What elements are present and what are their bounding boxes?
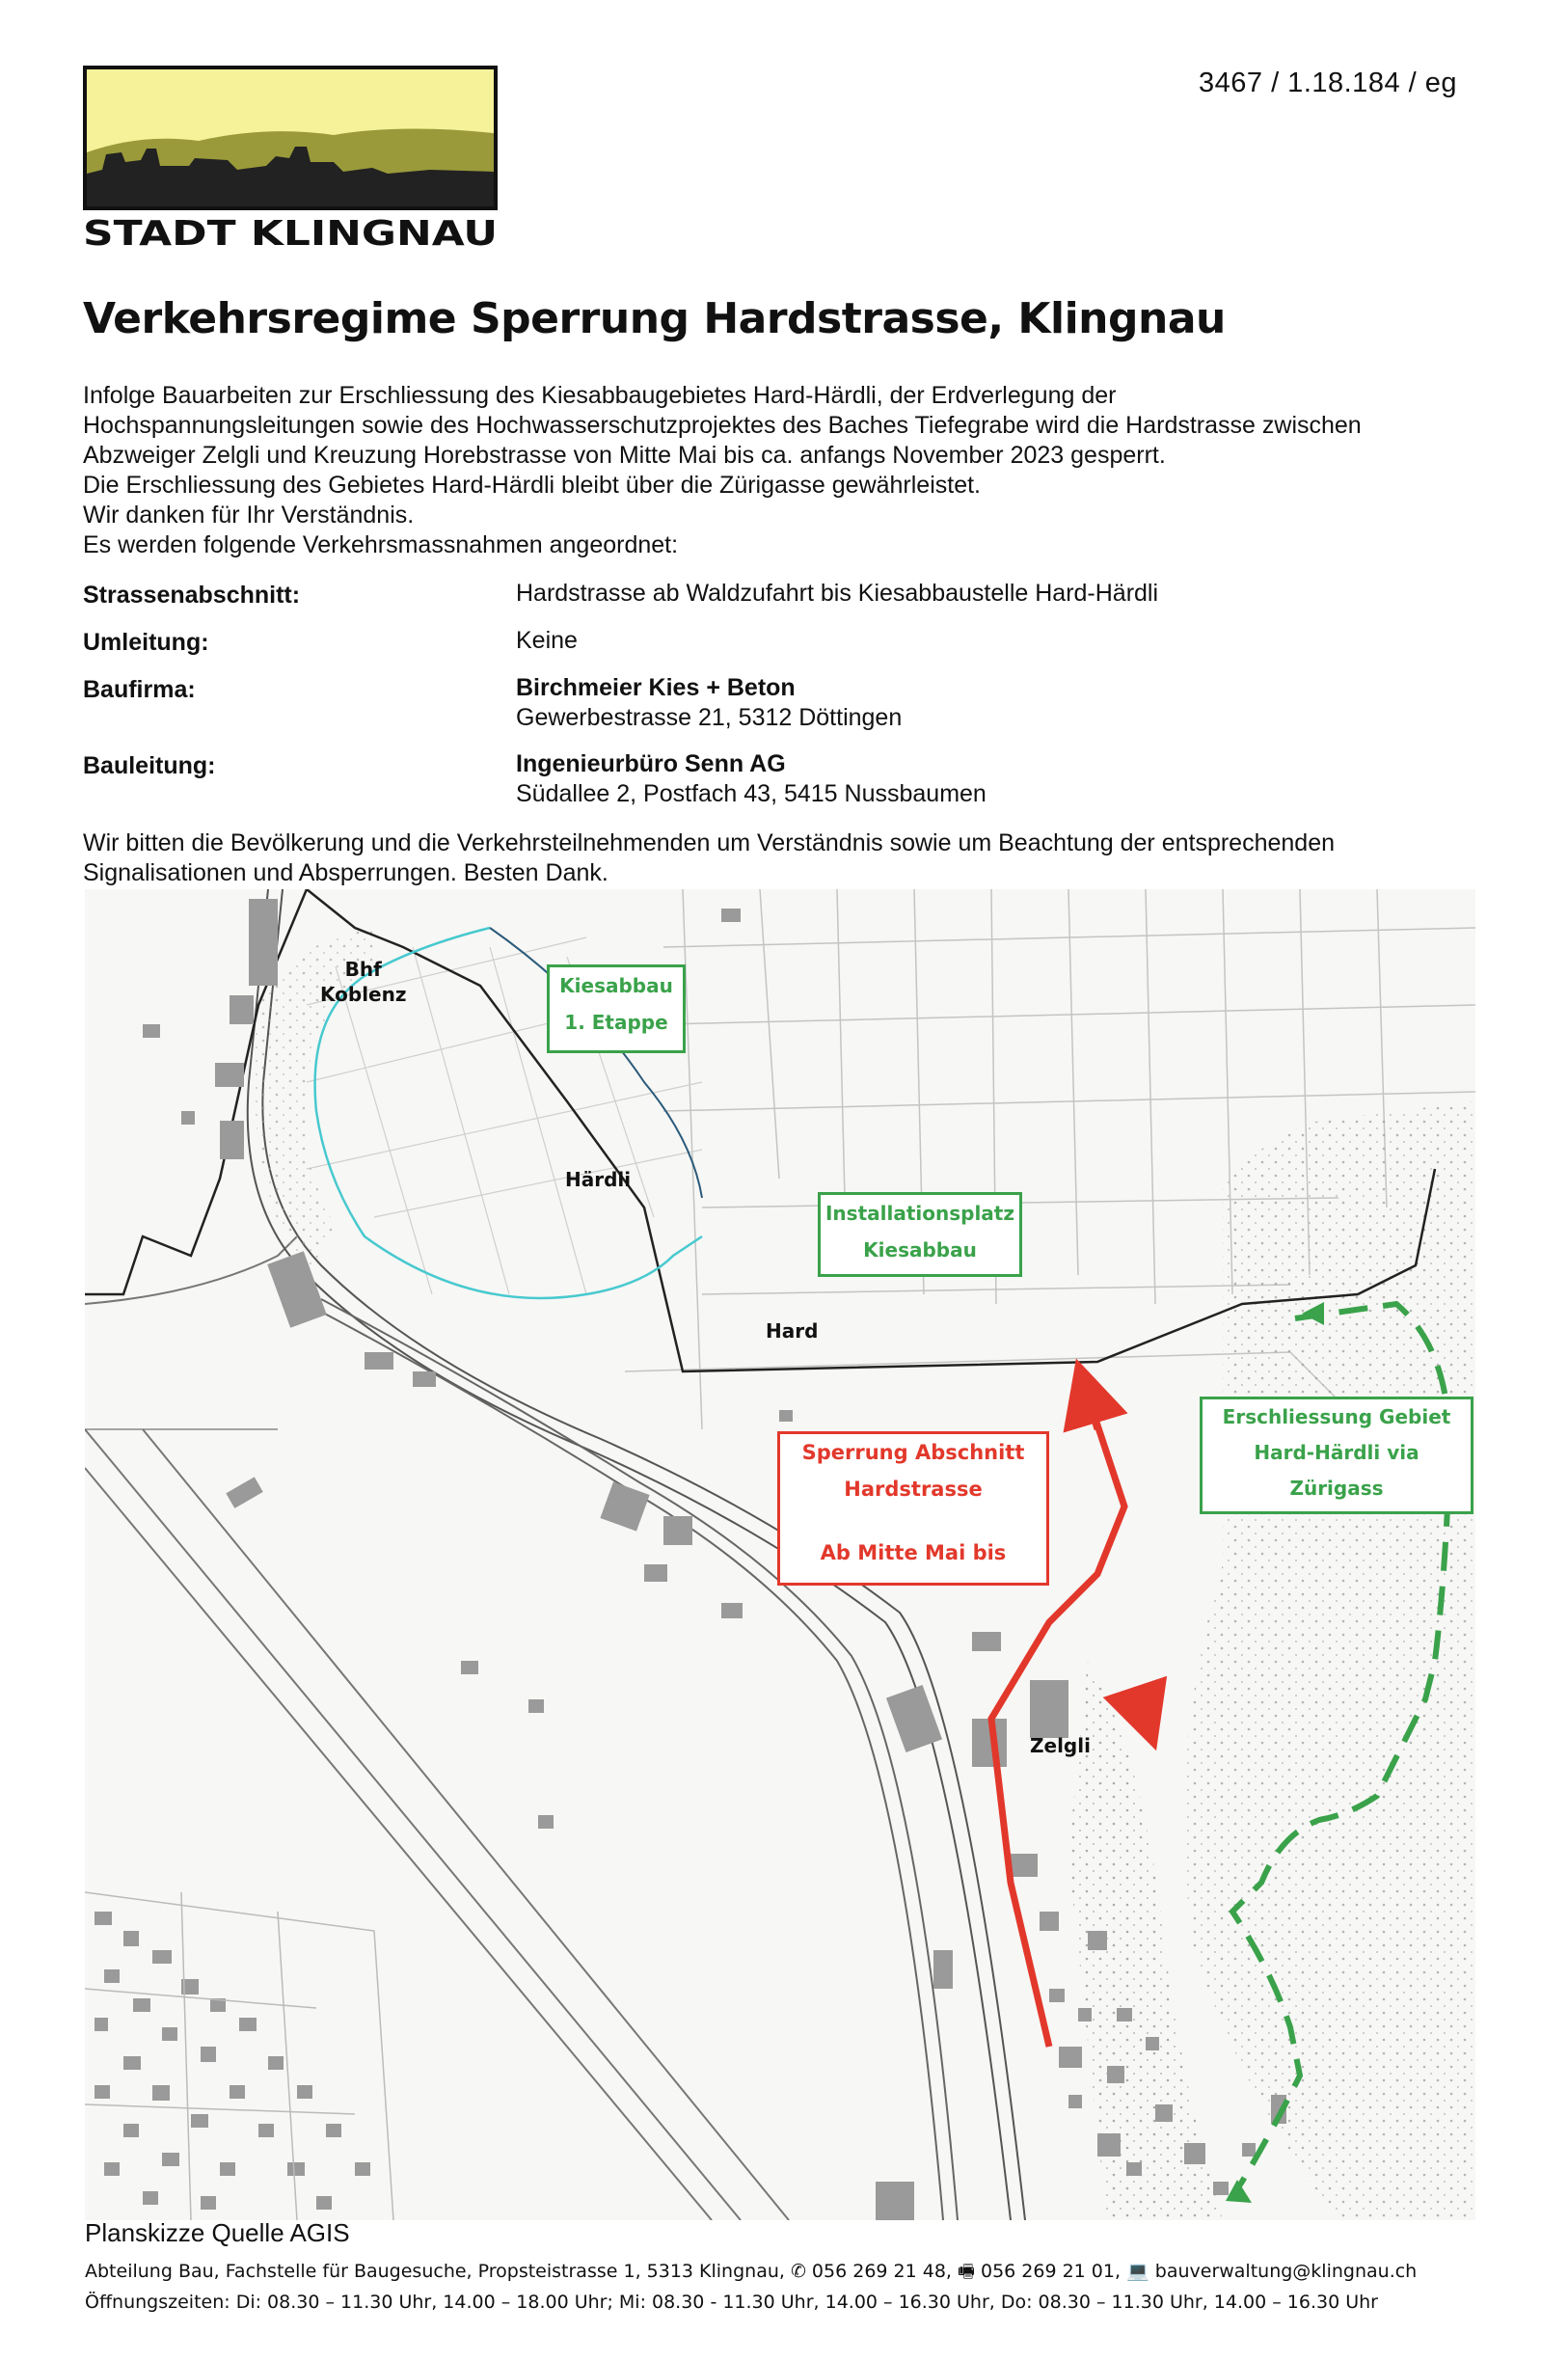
intro-line: Abzweiger Zelgli und Kreuzung Horebstrasse von Mitte Mai bis ca. anfangs November 2023 gesperrt. [83, 442, 1166, 469]
bhf-label: Bhf Koblenz [320, 958, 407, 1006]
sperrung-box: Sperrung Abschnitt Hardstrasse Ab Mitte Mai bis [777, 1431, 1049, 1586]
baufirma-name: Birchmeier Kies + Beton [516, 674, 796, 701]
intro-line: Die Erschliessung des Gebietes Hard-Härdli bleibt über die Zürigasse gewährleistet. [83, 472, 982, 499]
page-title: Verkehrsregime Sperrung Hardstrasse, Klingnau [83, 294, 1226, 343]
hard-label: Hard [766, 1319, 819, 1343]
kiesabbau-box: Kiesabbau 1. Etappe [547, 964, 686, 1053]
baufirma-address: Gewerbestrasse 21, 5312 Döttingen [516, 704, 903, 731]
bauleitung-value [516, 749, 987, 809]
closing-text [83, 828, 1335, 888]
intro-line: Infolge Bauarbeiten zur Erschliessung des Kiesabbaugebietes Hard-Härdli, der Erdverlegung der [83, 382, 1117, 409]
reference-number: 3467 / 1.18.184 / eg [1199, 68, 1457, 98]
baufirma-value [516, 673, 902, 733]
installationsplatz-box: Installationsplatz Kiesabbau [818, 1192, 1022, 1277]
bauleitung-label: Bauleitung: [83, 752, 216, 779]
logo-text: STADT KLINGNAU [83, 214, 498, 254]
footer-contact: Abteilung Bau, Fachstelle für Baugesuche, Propsteistrasse 1, 5313 Klingnau, ✆ 056 269 21 48, 🖷 056 269 21 01, 💻 bauverwaltung@klingnau.ch [85, 2261, 1418, 2282]
bauleitung-address: Südallee 2, Postfach 43, 5415 Nussbaumen [516, 780, 987, 807]
map-caption: Planskizze Quelle AGIS [85, 2218, 350, 2247]
bauleitung-name: Ingenieurbüro Senn AG [516, 750, 786, 777]
strassenabschnitt-label: Strassenabschnitt: [83, 582, 301, 609]
umleitung-label: Umleitung: [83, 629, 209, 656]
site-map [85, 889, 1475, 2220]
closing-line: Wir bitten die Bevölkerung und die Verkehrsteilnehmenden um Verständnis sowie um Beachtung der entsprechenden [83, 829, 1336, 856]
canal [85, 1429, 789, 2220]
haerdli-label: Härdli [565, 1168, 632, 1191]
closing-line: Signalisationen und Absperrungen. Besten Dank. [83, 859, 608, 886]
intro-line: Es werden folgende Verkehrsmassnahmen angeordnet: [83, 531, 679, 558]
intro-line: Hochspannungsleitungen sowie des Hochwasserschutzprojektes des Baches Tiefegrabe wird die Hardstrasse zwischen [83, 412, 1362, 439]
zelgli-label: Zelgli [1030, 1734, 1091, 1757]
intro-text [83, 381, 1510, 560]
erschliessung-box: Erschliessung Gebiet Hard-Härdli via Zürigass [1200, 1397, 1473, 1514]
stadt-klingnau-logo [83, 66, 498, 255]
footer-hours: Öffnungszeiten: Di: 08.30 – 11.30 Uhr, 14.00 – 18.00 Uhr; Mi: 08.30 - 11.30 Uhr, 14.00 – 16.30 Uhr, Do: 08.30 – 11.30 Uhr, 14.00 – 16.30 Uhr [85, 2292, 1378, 2313]
intro-line: Wir danken für Ihr Verständnis. [83, 502, 415, 529]
umleitung-value: Keine [516, 627, 578, 654]
baufirma-label: Baufirma: [83, 676, 196, 703]
strassenabschnitt-value: Hardstrasse ab Waldzufahrt bis Kiesabbaustelle Hard-Härdli [516, 580, 1159, 607]
